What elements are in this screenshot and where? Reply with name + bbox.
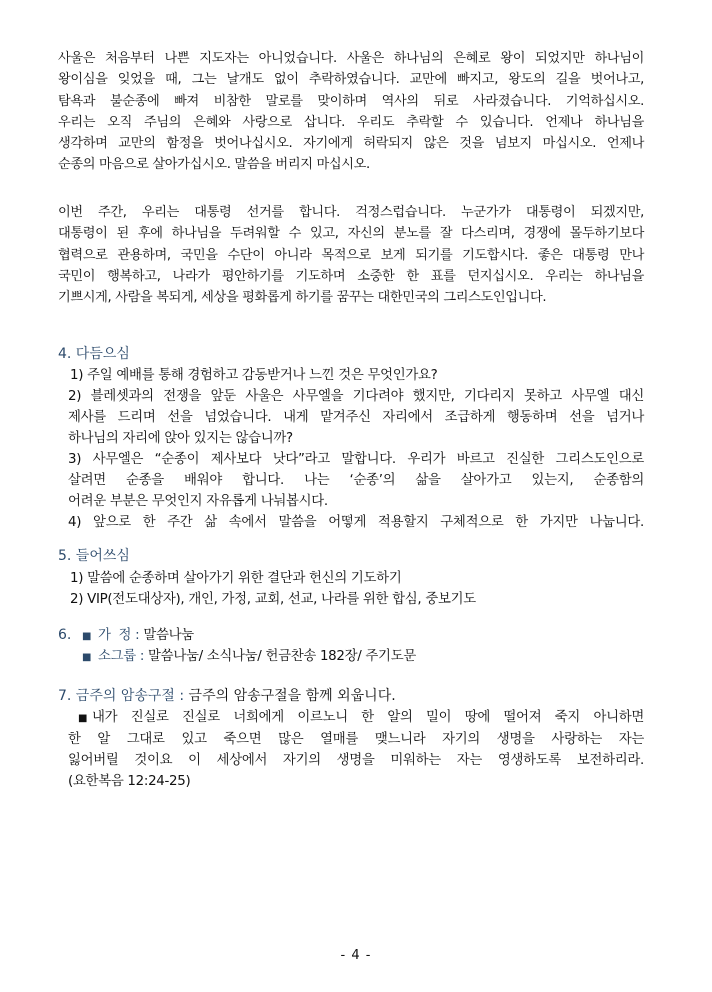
family-label: 가 정 : [98,628,140,643]
verse-line: 잃어버릴 것이요 이 세상에서 자기의 생명을 미워하는 자는 영생하도록 보전하리라. [68,753,644,768]
section-4-question-1: 1) 주일 예배를 통해 경험하고 감동받거나 느낀 것은 무엇인가요? [70,368,438,383]
page-number: - 4 - [340,948,372,963]
question-line: 어려운 부분은 무엇인지 자유롭게 나눠봅시다. [68,494,328,509]
section-4-heading: 4. 다듬으심 [58,346,130,362]
smallgroup-value: 말씀나눔/ 소식나눔/ 헌금찬송 182장/ 주기도문 [148,649,416,664]
paragraph-line: 탐욕과 불순종에 빠져 비참한 말로를 맞이하며 역사의 뒤로 사라졌습니다. 기억하십시오. [58,93,644,109]
section-4-question-3 [68,449,644,512]
section-4-question-2 [68,386,644,449]
square-bullet-icon: ■ [82,631,92,642]
square-bullet-icon: ■ [82,652,92,663]
paragraph-line: 협력으로 관용하며, 국민을 수단이 아니라 목적으로 보게 되기를 기도합시다. 좋은 대통령 만나 [58,247,644,263]
family-value: 말씀나눔 [143,628,194,643]
paragraph-line: 대통령이 된 후에 하나님을 두려워할 수 있고, 자신의 분노를 잘 다스리며, 경쟁에 몰두하기보다 [58,226,644,242]
question-line: 살려면 순종을 배워야 합니다. 나는 ‘순종’의 삶을 살아가고 있는지, 순종함의 [68,473,644,488]
section-5-item-1: 1) 말씀에 순종하며 살아가기 위한 결단과 헌신의 기도하기 [70,571,402,586]
paragraph-line: 기쁘시게, 사람을 복되게, 세상을 평화롭게 하기를 꿈꾸는 대한민국의 그리스도인입니다. [58,290,547,306]
question-line: 제사를 드리며 선을 넘었습니다. 내게 맡겨주신 자리에서 조급하게 행동하며 선을 넘거나 [68,410,644,425]
memory-verse-intro: 금주의 암송구절을 함께 외웁니다. [188,688,396,704]
smallgroup-label: 소그룹 : [98,649,145,664]
verse-line [68,707,644,729]
section-4-question-4: 4) 앞으로 한 주간 삶 속에서 말씀을 어떻게 적용할지 구체적으로 한 가지만 나눕니다. [68,515,644,530]
body-paragraph-1 [58,48,644,176]
memory-verse-title: 7. 금주의 암송구절 : [58,688,185,704]
question-line: 하나님의 자리에 앉아 있지는 않습니까? [68,431,293,446]
verse-reference: (요한복음 12:24-25) [68,774,191,789]
section-7-heading [58,686,396,706]
verse-line: 한 알 그대로 있고 죽으면 많은 열매를 맺느니라 자기의 생명을 사랑하는 자는 [68,732,644,747]
paragraph-line: 왕이심을 잊었을 때, 그는 날개도 없이 추락하였습니다. 교만에 빠지고, 왕도의 길을 벗어나고, [58,72,644,88]
section-5-item-2: 2) VIP(전도대상자), 개인, 가정, 교회, 선교, 나라를 위한 합심, 중보기도 [70,592,476,607]
section-6-family-row [82,625,194,647]
paragraph-line: 사울은 처음부터 나쁜 지도자는 아니었습니다. 사울은 하나님의 은혜로 왕이 되었지만 하나님이 [58,51,644,66]
paragraph-line: 이번 주간, 우리는 대통령 선거를 합니다. 걱정스럽습니다. 누군가가 대통령이 되겠지만, [58,205,644,220]
square-bullet-icon: ■ [78,713,88,724]
section-5-heading: 5. 들어쓰심 [58,548,130,564]
question-line: 2) 블레셋과의 전쟁을 앞둔 사울은 사무엘을 기다려야 했지만, 기다리지 못하고 사무엘 대신 [68,389,644,404]
paragraph-line: 국민이 행복하고, 나라가 평안하기를 기도하며 소중한 한 표를 던지십시오. 우리는 하나님을 [58,268,644,284]
paragraph-line: 순종의 마음으로 살아가십시오. 말씀을 버리지 마십시오. [58,157,370,173]
verse-text: 내가 진실로 진실로 너희에게 이르노니 한 알의 밀이 땅에 떨어져 죽지 아니하면 [92,710,644,725]
section-6-smallgroup-row [82,646,416,668]
body-paragraph-2 [58,202,644,308]
section-6-heading: 6. [58,627,72,643]
paragraph-line: 우리는 오직 주님의 은혜와 사랑으로 삽니다. 우리도 추락할 수 있습니다. 언제나 하나님을 [58,114,644,130]
question-line: 3) 사무엘은 “순종이 제사보다 낫다”라고 말합니다. 우리가 바르고 진실한 그리스도인으로 [68,452,644,467]
paragraph-line: 생각하며 교만의 함정을 벗어나십시오. 자기에게 허락되지 않은 것을 넘보지 마십시오. 언제나 [58,136,644,152]
memory-verse-block [68,707,644,792]
